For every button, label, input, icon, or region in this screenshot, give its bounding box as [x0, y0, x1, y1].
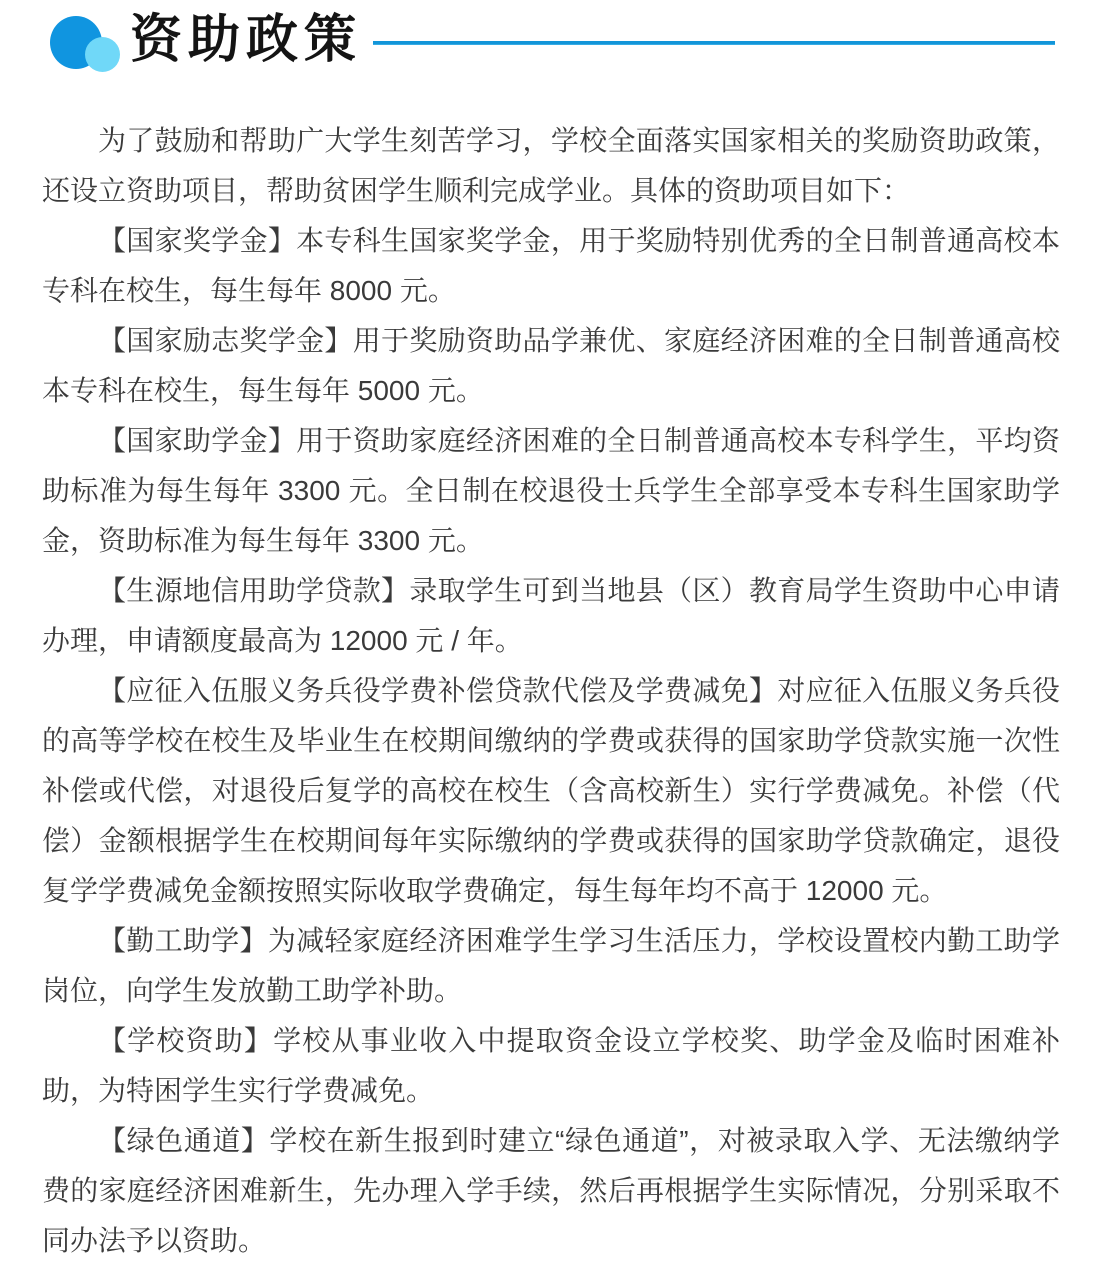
paragraph-list: [42, 116, 1060, 1266]
paragraph: 为了鼓励和帮助广大学生刻苦学习，学校全面落实国家相关的奖励资助政策，还设立资助项目，帮助贫困学生顺利完成学业。具体的资助项目如下：: [42, 125, 1060, 206]
page-title: 资助政策: [130, 11, 363, 69]
two-circles-logo-icon: [50, 16, 120, 74]
paragraph: 【应征入伍服义务兵役学费补偿贷款代偿及学费减免】对应征入伍服义务兵役的高等学校在校生及毕业生在校期间缴纳的学费或获得的国家助学贷款实施一次性补偿或代偿，对退役后复学的高校在校生（含高校新生）实行学费减免。补偿（代偿）金额根据学生在校期间每年实际缴纳的学费或获得的国家助学贷款确定，退役复学学费减免金额按照实际收取学费确定，每生每年均不高于 12000 元。: [42, 675, 1060, 906]
article-body: [42, 116, 1060, 1266]
paragraph: 【绿色通道】学校在新生报到时建立“绿色通道”，对被录取入学、无法缴纳学费的家庭经济困难新生，先办理入学手续，然后再根据学生实际情况，分别采取不同办法予以资助。: [42, 1125, 1060, 1256]
section-header: [0, 0, 1102, 90]
paragraph: 【国家奖学金】本专科生国家奖学金，用于奖励特别优秀的全日制普通高校本专科在校生，每生每年 8000 元。: [42, 225, 1060, 306]
logo-small-circle: [85, 37, 120, 72]
paragraph: 【学校资助】学校从事业收入中提取资金设立学校奖、助学金及临时困难补助，为特困学生实行学费减免。: [42, 1025, 1060, 1106]
paragraph: 【勤工助学】为减轻家庭经济困难学生学习生活压力，学校设置校内勤工助学岗位，向学生发放勤工助学补助。: [42, 925, 1060, 1006]
paragraph: 【国家助学金】用于资助家庭经济困难的全日制普通高校本专科学生，平均资助标准为每生每年 3300 元。全日制在校退役士兵学生全部享受本专科生国家助学金，资助标准为每生每年 3300 元。: [42, 425, 1060, 556]
paragraph: 【国家励志奖学金】用于奖励资助品学兼优、家庭经济困难的全日制普通高校本专科在校生，每生每年 5000 元。: [42, 325, 1060, 406]
paragraph: 【生源地信用助学贷款】录取学生可到当地县（区）教育局学生资助中心申请办理，申请额度最高为 12000 元 / 年。: [42, 575, 1060, 656]
title-divider-line: [373, 41, 1055, 45]
